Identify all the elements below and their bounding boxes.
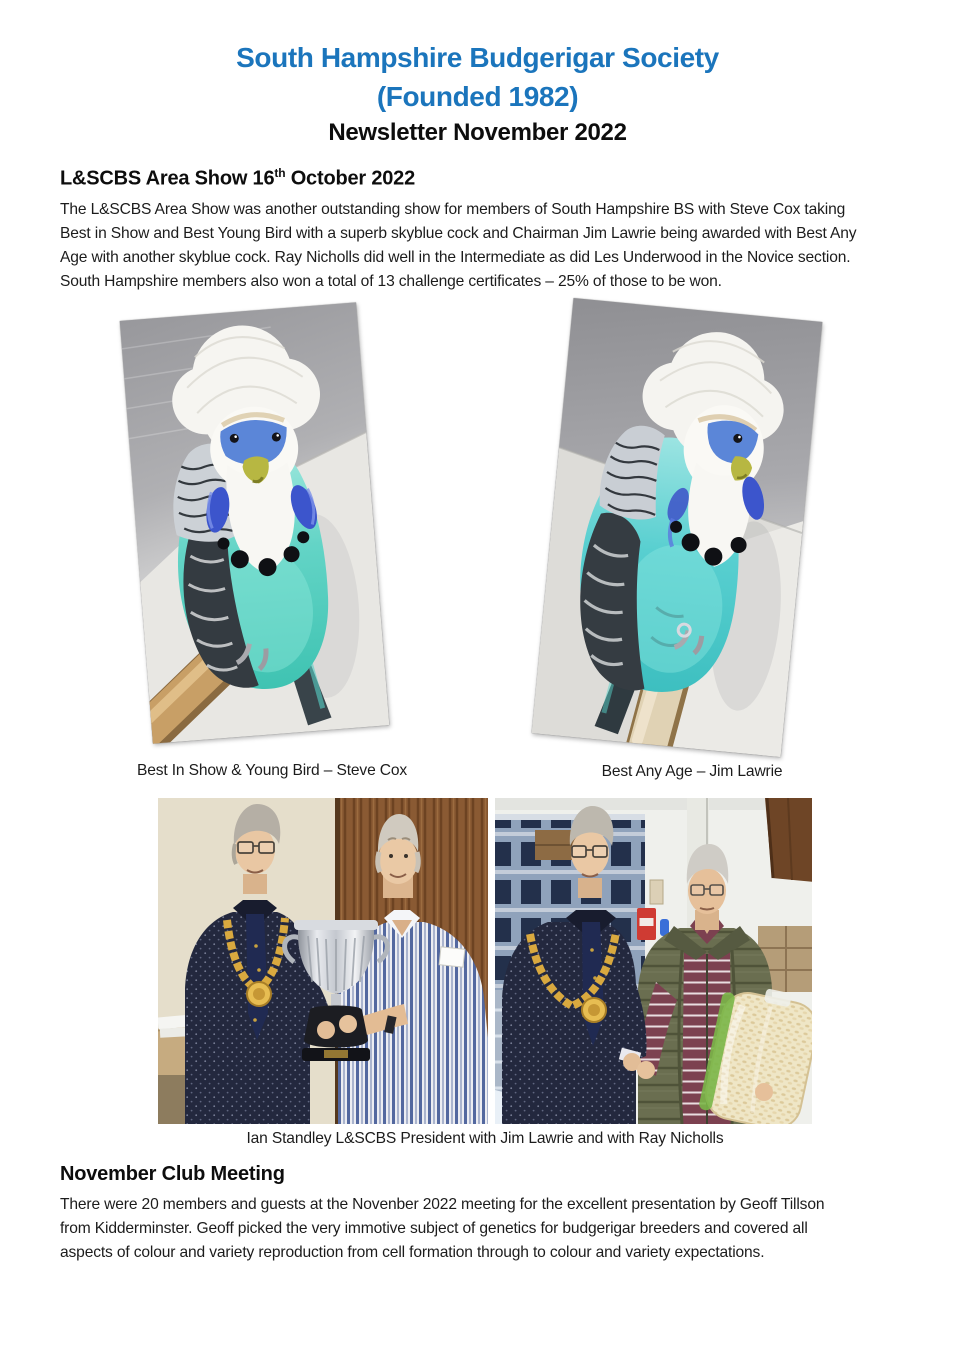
club-meeting-heading: November Club Meeting — [60, 1163, 285, 1185]
caption-group-photo: Ian Standley L&SCBS President with Jim Lawrie and with Ray Nicholls — [246, 1130, 724, 1147]
newsletter-subtitle: Newsletter November 2022 — [328, 119, 627, 146]
masthead — [0, 0, 955, 149]
founded-line: (Founded 1982) — [376, 81, 579, 112]
bird-photo-jim-lawrie — [532, 298, 823, 757]
heading-superscript: th — [274, 166, 286, 180]
group-photo-montage — [158, 798, 812, 1124]
group-photo-illustration — [158, 798, 812, 1124]
budgerigar-illustration-right — [532, 298, 823, 757]
club-meeting-section — [0, 1163, 955, 1265]
society-title: South Hampshire Budgerigar Society — [236, 42, 719, 73]
area-show-heading: L&SCBS Area Show 16th October 2022 — [60, 166, 416, 190]
caption-jim-lawrie: Best Any Age – Jim Lawrie — [601, 763, 783, 780]
caption-steve-cox: Best In Show & Young Bird – Steve Cox — [136, 762, 408, 779]
club-meeting-paragraph: There were 20 members and guests at the Novenber 2022 meeting for the excellent presentation by Geoff Tillson from Kidderminster. Geoff picked the very immotive subject of genetics for budgerigar breeders and covered all aspects of colour and variety reproduction from cell formation through to colour and variety expectations. — [60, 1196, 825, 1261]
bird-photo-steve-cox — [120, 302, 390, 743]
budgerigar-illustration-left — [120, 302, 390, 743]
area-show-paragraph: The L&SCBS Area Show was another outstanding show for members of South Hampshire BS with Steve Cox taking Best in Show and Best Young Bird with a superb skyblue cock and Chairman Jim Lawrie being awarded with Best Any Age with another skyblue cock. Ray Nicholls did well in the Intermediate as did Les Underwood in the Novice section. South Hampshire members also won a total of 13 challenge certificates – 25% of those to be won. — [60, 200, 857, 290]
